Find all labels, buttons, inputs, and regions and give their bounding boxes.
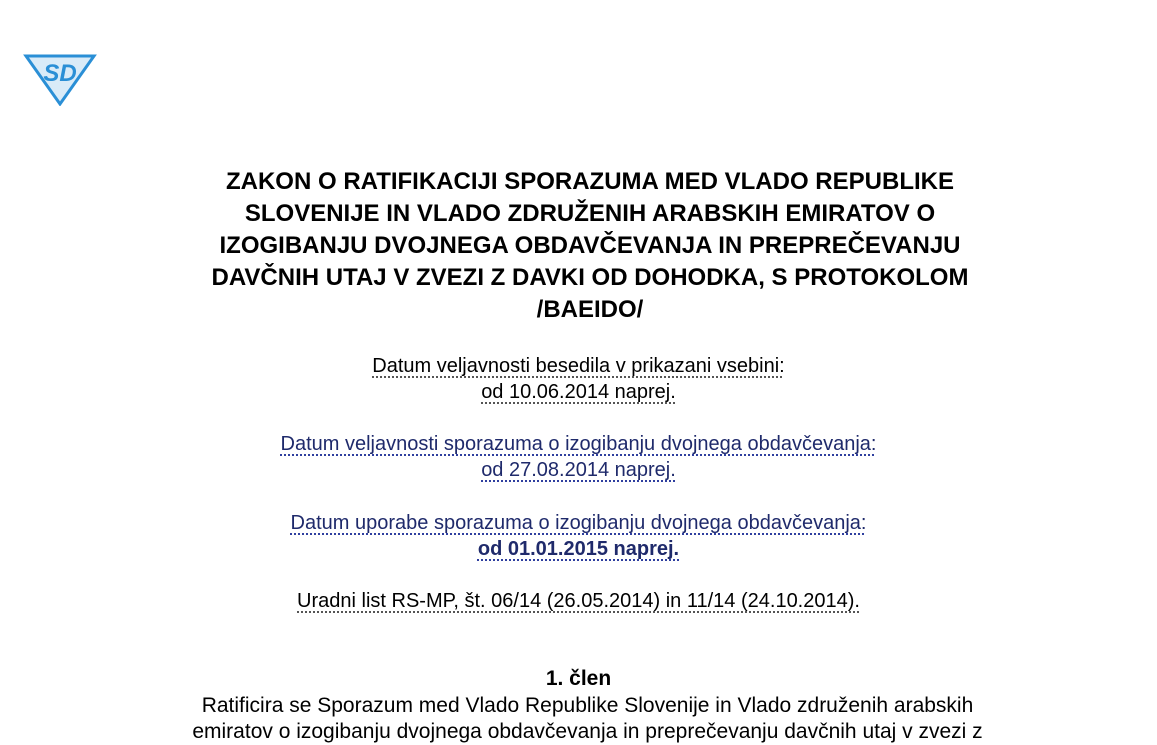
validity-agreement-link[interactable]: Datum veljavnosti sporazuma o izogibanju dvojnega obdavčevanja: [280,433,877,455]
title-line: DAVČNIH UTAJ V ZVEZI Z DAVKI OD DOHODKA, S PROTOKOLOM [211,264,969,291]
validity-text-label: Datum veljavnosti besedila v prikazani vsebini: [372,355,785,377]
title-line: ZAKON O RATIFIKACIJI SPORAZUMA MED VLADO REPUBLIKE [225,168,954,195]
title-line: IZOGIBANJU DVOJNEGA OBDAVČEVANJA IN PREPREČEVANJU [219,232,961,259]
article-line: Ratificira se Sporazum med Vlado Republike Slovenije in Vlado združenih arabskih [201,694,974,717]
application-agreement-value[interactable]: od 01.01.2015 naprej. [477,538,680,560]
application-agreement-block[interactable] [0,510,1157,562]
application-agreement-link[interactable]: Datum uporabe sporazuma o izogibanju dvojnega obdavčevanja: [290,512,867,534]
validity-text-block [0,353,1157,405]
document-title [130,166,1050,326]
official-gazette-text: Uradni list RS-MP, št. 06/14 (26.05.2014) in 11/14 (24.10.2014). [297,590,860,612]
sd-shield-logo-icon [22,50,98,106]
title-line: /BAEIDO/ [536,296,644,323]
article-line: emiratov o izogibanju dvojnega obdavčevanja in preprečevanju davčnih utaj v zvezi z [192,720,983,743]
svg-text:SD: SD [43,60,77,87]
validity-agreement-value[interactable]: od 27.08.2014 naprej. [481,459,676,481]
official-gazette [0,588,1157,614]
validity-agreement-block[interactable] [0,431,1157,483]
article-paragraph [135,693,1040,745]
title-line: SLOVENIJE IN VLADO ZDRUŽENIH ARABSKIH EMIRATOV O [244,200,936,227]
article-heading: 1. člen [545,667,612,690]
validity-text-value: od 10.06.2014 naprej. [481,381,676,403]
